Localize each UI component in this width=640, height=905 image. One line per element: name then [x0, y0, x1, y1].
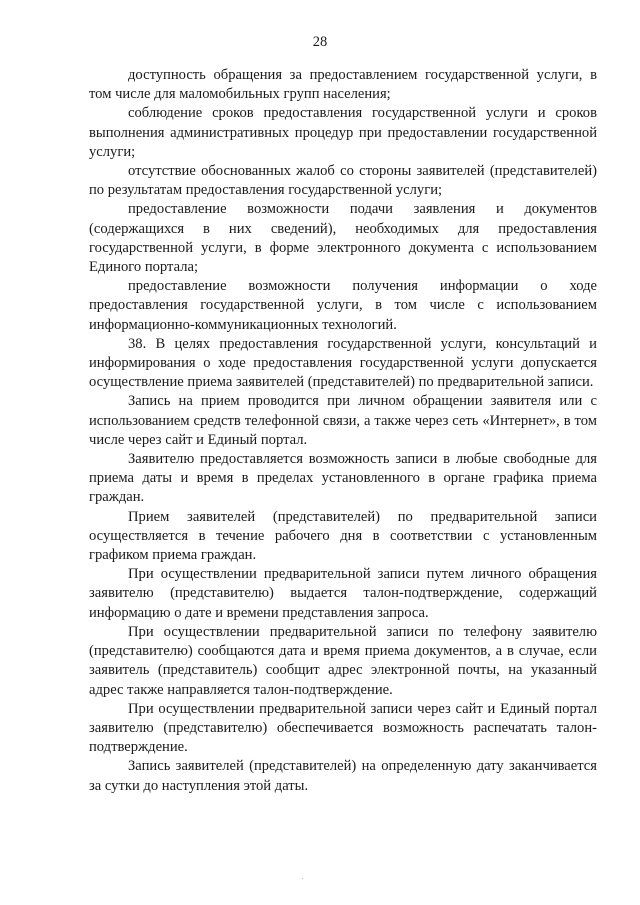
- paragraph-deadlines: соблюдение сроков предоставления государственной услуги и сроков выполнения административных процедур при предоставлении государственной услуги;: [89, 105, 597, 160]
- paragraph-booking-deadline: Запись заявителей (представителей) на определенную дату заканчивается за сутки до наступления этой даты.: [89, 758, 597, 794]
- paragraph-accessibility: доступность обращения за предоставлением государственной услуги, в том числе для маломобильных групп населения;: [89, 67, 597, 103]
- paragraph-free-slots: Заявителю предоставляется возможность записи в любые свободные для приема даты и время в пределах установленного в органе графика приема граждан.: [89, 451, 597, 506]
- paragraph-reception-schedule: Прием заявителей (представителей) по предварительной записи осуществляется в течение рабочего дня в соответствии с установленным графиком приема граждан.: [89, 508, 597, 564]
- paragraph-online-booking: При осуществлении предварительной записи через сайт и Единый портал заявителю (представителю) обеспечивается возможность распечатать талон-подтверждение.: [89, 700, 597, 756]
- page-number: 28: [312, 34, 328, 50]
- paragraph-progress-information: предоставление возможности получения информации о ходе предоставления государственной услуги, в том числе с использованием информационно-коммуникационных технологий.: [89, 278, 597, 333]
- paragraph-in-person-booking: При осуществлении предварительной записи путем личного обращения заявителю (представителю) выдается талон-подтверждение, содержащий информацию о дате и времени представления запроса.: [89, 566, 597, 621]
- paragraph-phone-booking: При осуществлении предварительной записи по телефону заявителю (представителю) сообщаются дата и время приема документов, а в случае, если заявитель (представитель) сообщит адрес электронной почты, на указанный адрес также направляется талон-подтверждение.: [89, 623, 597, 698]
- document-body: [89, 66, 597, 796]
- paragraph-clause-38: 38. В целях предоставления государственной услуги, консультаций и информирования о ходе предоставления государственной услуги допускается осуществление приема заявителей (представителей) по предварительной записи.: [89, 335, 597, 391]
- scan-speck: [302, 878, 303, 879]
- paragraph-electronic-submission: предоставление возможности подачи заявления и документов (содержащихся в них сведений), необходимых для предоставления государственной услуги, в форме электронного документа с использованием Единого портала;: [89, 201, 597, 276]
- paragraph-appointment-booking: Запись на прием проводится при личном обращении заявителя или с использованием средств телефонной связи, а также через сеть «Интернет», в том числе через сайт и Единый портал.: [89, 393, 597, 448]
- paragraph-complaints: отсутствие обоснованных жалоб со стороны заявителей (представителей) по результатам предоставления государственной услуги;: [89, 163, 597, 199]
